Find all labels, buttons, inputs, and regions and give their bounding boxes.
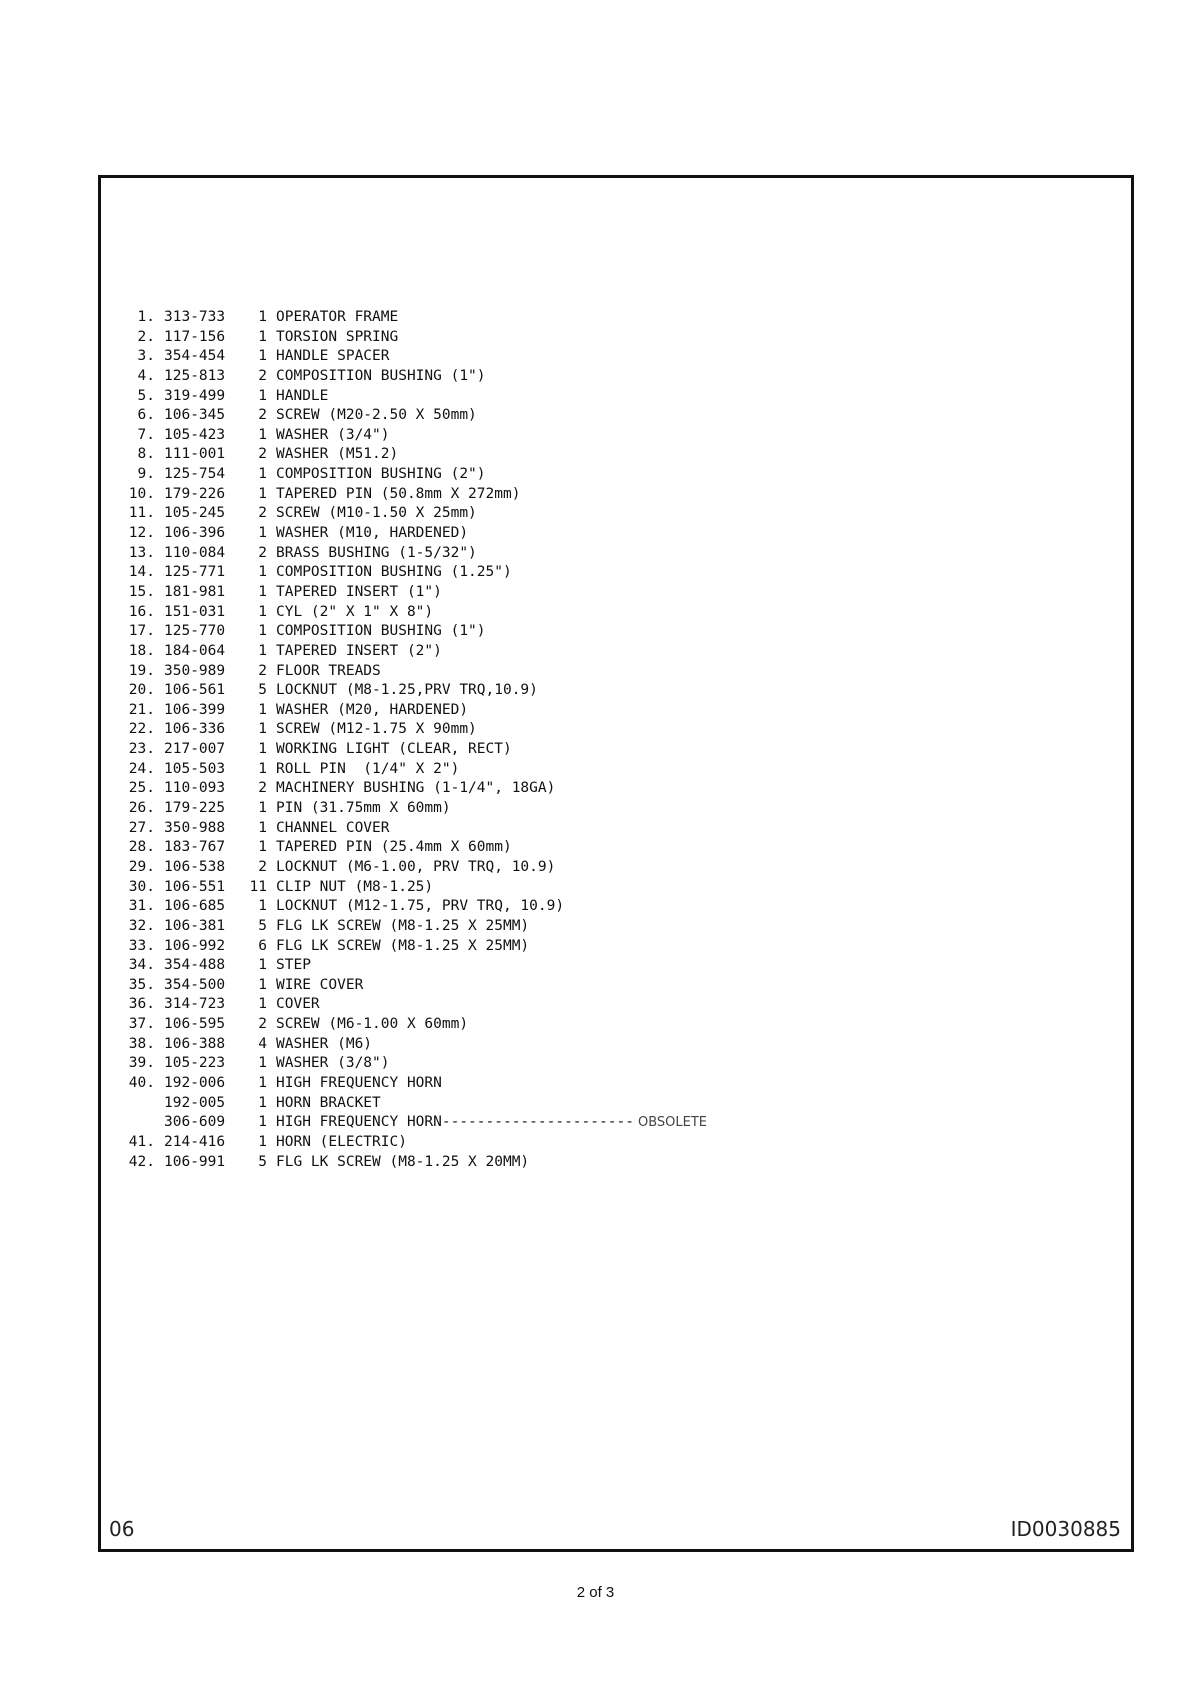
description: CHANNEL COVER [276,819,390,836]
quantity: 1 [258,642,267,659]
part-number: 350-989 [164,662,226,679]
item-number: 10. [128,485,155,502]
item-number: 26. [128,800,155,817]
description: COMPOSITION BUSHING (1") [276,623,486,640]
quantity: 1 [258,387,267,404]
quantity: 1 [258,1094,267,1111]
quantity: 4 [258,1035,267,1052]
part-number: 306-609 [164,1114,226,1131]
description: WASHER (M20, HARDENED) [276,701,469,718]
quantity: 2 [258,446,267,463]
parts-row [123,701,823,721]
quantity: 6 [258,937,267,954]
part-number: 106-561 [164,682,226,699]
description: MACHINERY BUSHING (1-1/4", 18GA) [276,780,556,797]
item-number: 35. [128,976,155,993]
description: TAPERED PIN (50.8mm X 272mm) [276,485,521,502]
part-number: 354-500 [164,976,226,993]
description: FLG LK SCREW (M8-1.25 X 25MM) [276,917,530,934]
item-number: 17. [128,623,155,640]
parts-row [123,819,823,839]
parts-row [123,897,823,917]
part-number: 125-771 [164,564,226,581]
quantity: 2 [258,367,267,384]
parts-row [123,995,823,1015]
part-number: 106-399 [164,701,226,718]
description: FLOOR TREADS [276,662,381,679]
quantity: 1 [258,564,267,581]
description: LOCKNUT (M12-1.75, PRV TRQ, 10.9) [276,898,565,915]
item-number: 19. [128,662,155,679]
description: ROLL PIN (1/4" X 2") [276,760,460,777]
parts-row [123,465,823,485]
part-number: 125-813 [164,367,226,384]
item-number: 15. [128,583,155,600]
part-number: 105-245 [164,505,226,522]
parts-row [123,347,823,367]
description: STEP [276,957,311,974]
parts-row [123,917,823,937]
description: TAPERED PIN (25.4mm X 60mm) [276,839,512,856]
part-number: 192-006 [164,1074,226,1091]
part-number: 106-388 [164,1035,226,1052]
quantity: 2 [258,858,267,875]
parts-row [123,642,823,662]
quantity: 1 [258,309,267,325]
quantity: 2 [258,505,267,522]
description: OPERATOR FRAME [276,309,399,325]
part-number: 106-538 [164,858,226,875]
quantity: 2 [258,544,267,561]
item-number: 16. [128,603,155,620]
item-number: 28. [128,839,155,856]
item-number: 4. [137,367,155,384]
part-number: 106-991 [164,1153,226,1170]
description: HORN BRACKET [276,1094,381,1111]
part-number: 314-723 [164,996,226,1013]
description: WASHER (3/8") [276,1055,390,1072]
part-number: 106-685 [164,898,226,915]
item-number: 37. [128,1016,155,1033]
quantity: 1 [258,996,267,1013]
quantity: 11 [249,878,267,895]
description: CYL (2" X 1" X 8") [276,603,434,620]
item-number: 6. [137,407,155,424]
description: PIN (31.75mm X 60mm) [276,800,451,817]
part-number: 105-503 [164,760,226,777]
quantity: 1 [258,603,267,620]
part-number: 105-423 [164,426,226,443]
parts-row [123,387,823,407]
parts-row [123,662,823,682]
parts-row [123,956,823,976]
part-number: 106-595 [164,1016,226,1033]
parts-row [123,328,823,348]
item-number: 13. [128,544,155,561]
description: COMPOSITION BUSHING (1.25") [276,564,512,581]
item-number: 21. [128,701,155,718]
item-number: 22. [128,721,155,738]
quantity: 1 [258,583,267,600]
item-number: 39. [128,1055,155,1072]
parts-row [123,838,823,858]
part-number: 319-499 [164,387,226,404]
description: WIRE COVER [276,976,364,993]
description: CLIP NUT (M8-1.25) [276,878,434,895]
description: HANDLE [276,387,329,404]
description: COMPOSITION BUSHING (2") [276,466,486,483]
part-number: 110-084 [164,544,226,561]
item-number: 1. [137,309,155,325]
part-number: 106-396 [164,525,226,542]
quantity: 1 [258,623,267,640]
item-number: 31. [128,898,155,915]
parts-row [123,740,823,760]
item-number: 2. [137,328,155,345]
section-code: 06 [109,1517,135,1541]
item-number: 7. [137,426,155,443]
description: WASHER (M51.2) [276,446,399,463]
quantity: 1 [258,898,267,915]
quantity: 1 [258,819,267,836]
quantity: 1 [258,1074,267,1091]
quantity: 1 [258,328,267,345]
item-number: 38. [128,1035,155,1052]
quantity: 2 [258,1016,267,1033]
item-number: 14. [128,564,155,581]
description: LOCKNUT (M8-1.25,PRV TRQ,10.9) [276,682,538,699]
item-number: 27. [128,819,155,836]
part-number: 313-733 [164,309,226,325]
quantity: 2 [258,407,267,424]
description: WORKING LIGHT (CLEAR, RECT) [276,741,512,758]
part-number: 181-981 [164,583,226,600]
parts-row [123,603,823,623]
item-number: 29. [128,858,155,875]
description: HORN (ELECTRIC) [276,1133,407,1150]
description: HIGH FREQUENCY HORN [276,1074,442,1091]
quantity: 5 [258,1153,267,1170]
parts-row [123,524,823,544]
description: SCREW (M10-1.50 X 25mm) [276,505,477,522]
item-number: 34. [128,957,155,974]
part-number: 105-223 [164,1055,226,1072]
part-number: 106-992 [164,937,226,954]
description: COVER [276,996,320,1013]
parts-row [123,1035,823,1055]
item-number: 33. [128,937,155,954]
quantity: 1 [258,1114,267,1131]
description: WASHER (M10, HARDENED) [276,525,469,542]
quantity: 1 [258,348,267,365]
description: TORSION SPRING [276,328,399,345]
parts-row [123,1094,823,1114]
part-number: 350-988 [164,819,226,836]
quantity: 1 [258,760,267,777]
quantity: 1 [258,721,267,738]
description: TAPERED INSERT (2") [276,642,442,659]
page-indicator: 2 of 3 [576,1584,615,1601]
item-number: 5. [137,387,155,404]
description: LOCKNUT (M6-1.00, PRV TRQ, 10.9) [276,858,556,875]
part-number: 106-381 [164,917,226,934]
parts-row [123,760,823,780]
parts-row [123,1133,823,1153]
parts-row [123,1015,823,1035]
part-number: 125-754 [164,466,226,483]
description: BRASS BUSHING (1-5/32") [276,544,477,561]
parts-row [123,445,823,465]
description: HIGH FREQUENCY HORN---------------------- [276,1114,634,1131]
item-number: 24. [128,760,155,777]
quantity: 1 [258,1055,267,1072]
part-number: 110-093 [164,780,226,797]
parts-row [123,544,823,564]
item-number: 42. [128,1153,155,1170]
part-number: 217-007 [164,741,226,758]
description: TAPERED INSERT (1") [276,583,442,600]
description: WASHER (3/4") [276,426,390,443]
item-number: 36. [128,996,155,1013]
part-number: 179-225 [164,800,226,817]
description: SCREW (M12-1.75 X 90mm) [276,721,477,738]
parts-row [123,937,823,957]
description: SCREW (M6-1.00 X 60mm) [276,1016,469,1033]
quantity: 1 [258,466,267,483]
parts-row [123,779,823,799]
quantity: 5 [258,682,267,699]
part-number: 179-226 [164,485,226,502]
parts-row [123,976,823,996]
parts-row [123,1113,823,1133]
item-number: 18. [128,642,155,659]
item-number: 40. [128,1074,155,1091]
quantity: 2 [258,780,267,797]
part-number: 106-336 [164,721,226,738]
item-number: 25. [128,780,155,797]
parts-row [123,878,823,898]
description: HANDLE SPACER [276,348,390,365]
description: FLG LK SCREW (M8-1.25 X 25MM) [276,937,530,954]
quantity: 1 [258,1133,267,1150]
description: SCREW (M20-2.50 X 50mm) [276,407,477,424]
quantity: 1 [258,485,267,502]
part-number: 125-770 [164,623,226,640]
parts-row [123,426,823,446]
part-number: 117-156 [164,328,226,345]
part-number: 214-416 [164,1133,226,1150]
item-number: 3. [137,348,155,365]
parts-list [123,308,823,1172]
item-number: 20. [128,682,155,699]
item-number: 12. [128,525,155,542]
part-number: 183-767 [164,839,226,856]
item-number: 8. [137,446,155,463]
obsolete-note: OBSOLETE [638,1115,708,1131]
part-number: 106-345 [164,407,226,424]
parts-row [123,504,823,524]
item-number: 11. [128,505,155,522]
quantity: 1 [258,426,267,443]
quantity: 1 [258,525,267,542]
parts-list-frame [98,175,1134,1552]
quantity: 2 [258,662,267,679]
quantity: 1 [258,957,267,974]
parts-row [123,583,823,603]
parts-row [123,563,823,583]
item-number: 23. [128,741,155,758]
parts-row [123,406,823,426]
quantity: 1 [258,741,267,758]
parts-row [123,858,823,878]
parts-row [123,681,823,701]
part-number: 111-001 [164,446,226,463]
parts-row [123,720,823,740]
part-number: 354-488 [164,957,226,974]
description: FLG LK SCREW (M8-1.25 X 20MM) [276,1153,530,1170]
parts-row [123,799,823,819]
parts-row [123,367,823,387]
quantity: 1 [258,800,267,817]
part-number: 354-454 [164,348,226,365]
item-number: 9. [137,466,155,483]
item-number: 32. [128,917,155,934]
drawing-id: ID0030885 [1010,1517,1121,1541]
parts-row [123,308,823,328]
quantity: 1 [258,976,267,993]
description: COMPOSITION BUSHING (1") [276,367,486,384]
part-number: 106-551 [164,878,226,895]
quantity: 5 [258,917,267,934]
parts-row [123,485,823,505]
parts-row [123,1074,823,1094]
quantity: 1 [258,701,267,718]
quantity: 1 [258,839,267,856]
description: WASHER (M6) [276,1035,373,1052]
part-number: 192-005 [164,1094,226,1111]
item-number: 41. [128,1133,155,1150]
item-number: 30. [128,878,155,895]
parts-row [123,1153,823,1173]
parts-row [123,622,823,642]
part-number: 184-064 [164,642,226,659]
parts-row [123,1054,823,1074]
part-number: 151-031 [164,603,226,620]
